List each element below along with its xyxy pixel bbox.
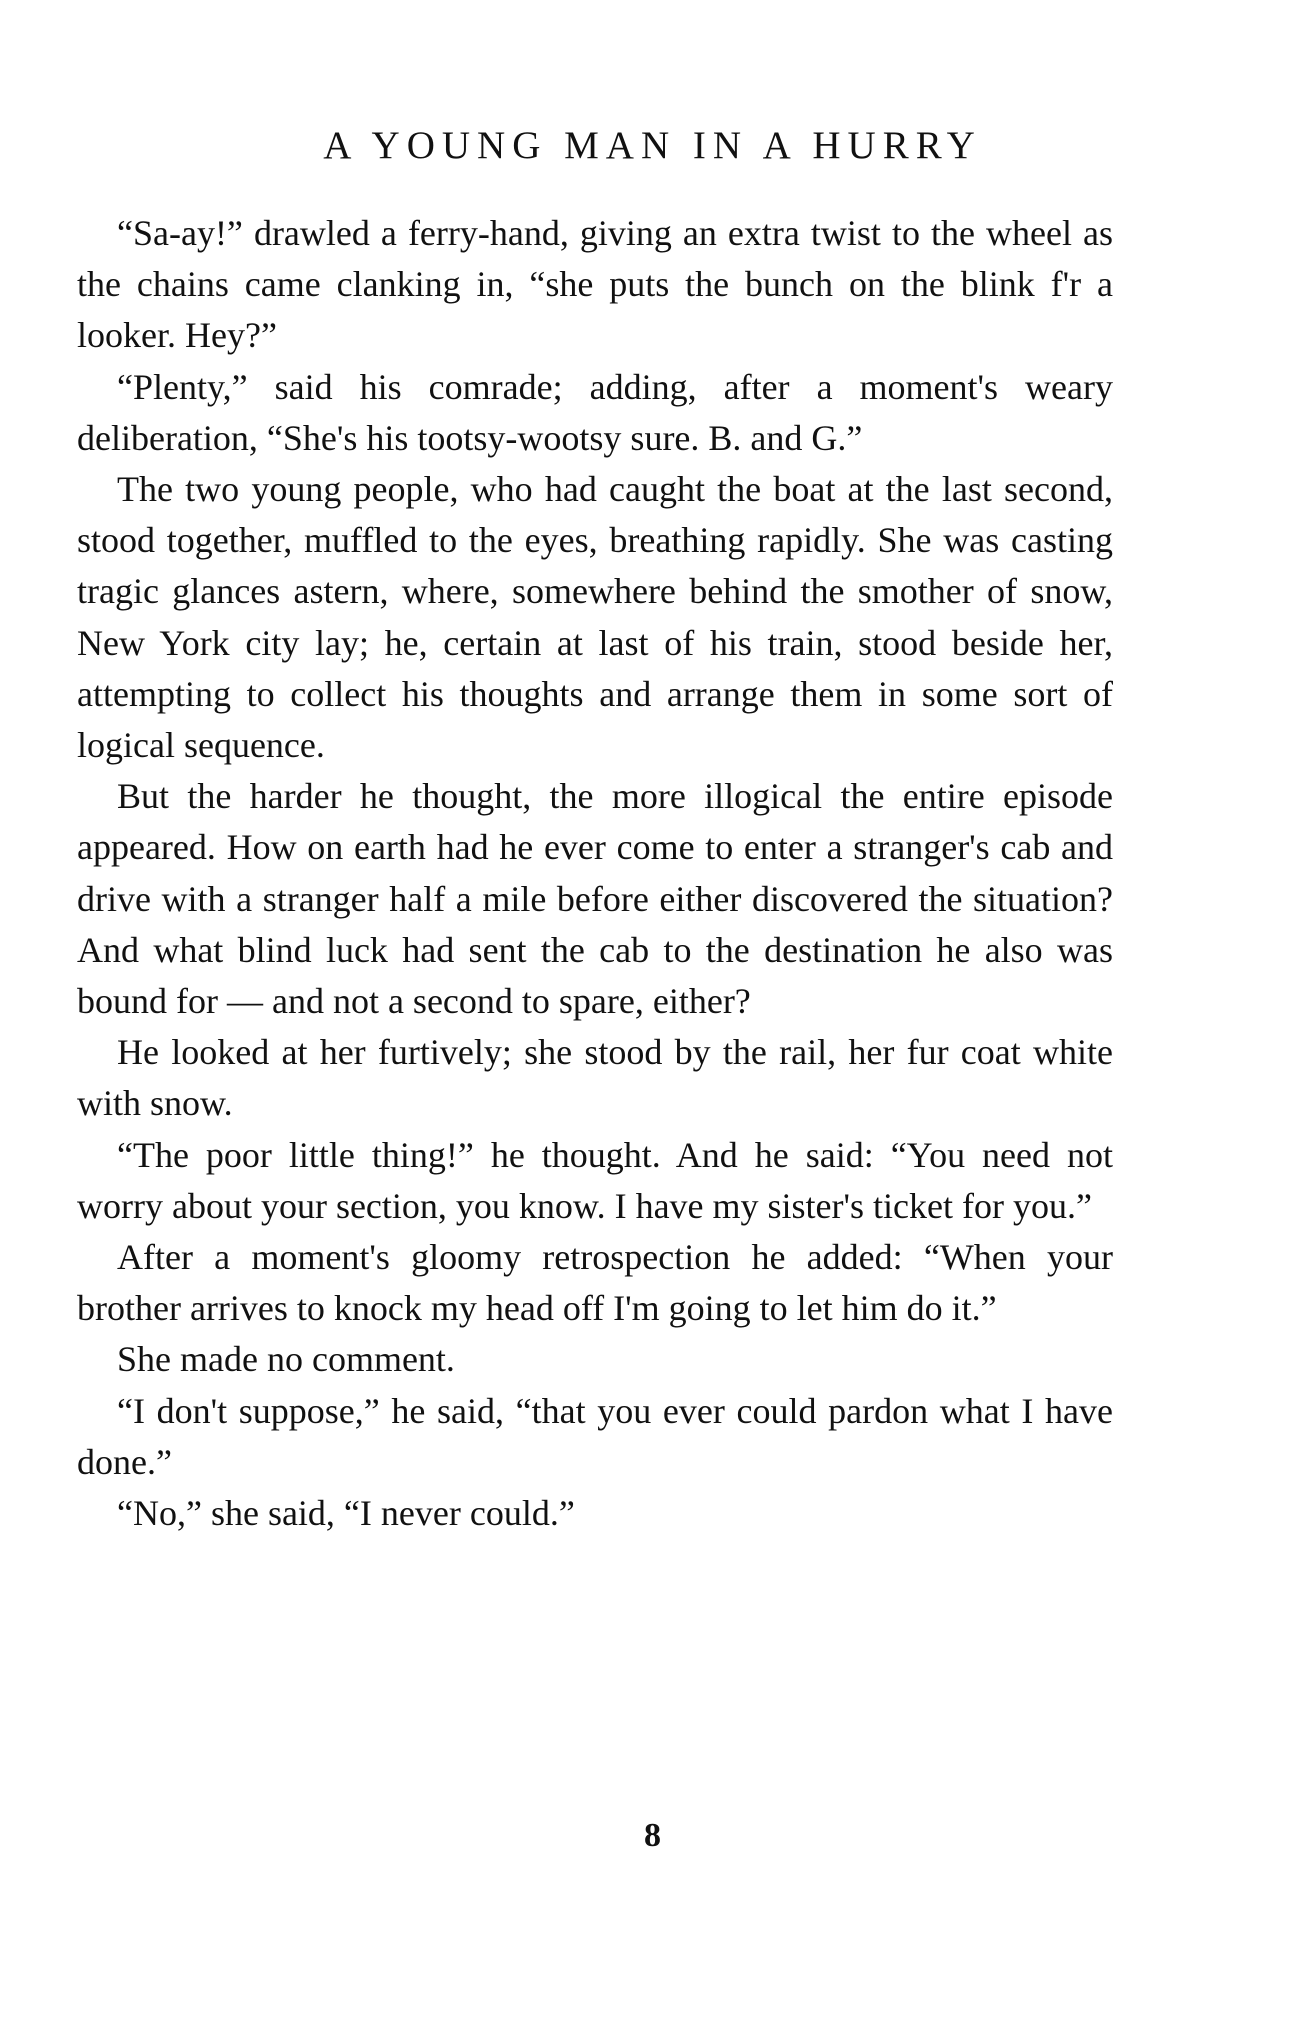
paragraph-3: The two young people, who had caught the boat at the last second, stood together, muffled to the eyes, breathing rapidly. She was casting tragic glances astern, where, somewhere behind the smother of snow, New York city lay; he, certain at last of his train, stood beside her, attempting to collect his thoughts and arrange them in some sort of logical sequence. — [77, 469, 1113, 766]
paragraph-9: “I don't suppose,” he said, “that you ever could pardon what I have done.” — [77, 1390, 1113, 1482]
paragraph-6: “The poor little thing!” he thought. And he said: “You need not worry about your section, you know. I have my sister's ticket for you.” — [77, 1134, 1113, 1226]
running-head-title: A YOUNG MAN IN A HURRY — [323, 124, 982, 167]
paragraph-10: “No,” she said, “I never could.” — [117, 1493, 575, 1534]
paragraph-2: “Plenty,” said his comrade; adding, after a moment's weary deliberation, “She's his tootsy-wootsy sure. B. and G.” — [77, 366, 1113, 458]
paragraph-8: She made no comment. — [117, 1339, 455, 1380]
paragraph-5: He looked at her furtively; she stood by the rail, her fur coat white with snow. — [77, 1032, 1113, 1124]
paragraph-1: “Sa-ay!” drawled a ferry-hand, giving an extra twist to the wheel as the chains came clanking in, “she puts the bunch on the blink f'r a looker. Hey?” — [77, 213, 1113, 356]
paragraph-7: After a moment's gloomy retrospection he added: “When your brother arrives to knock my head off I'm going to let him do it.” — [77, 1237, 1113, 1329]
page-number: 8 — [644, 1817, 661, 1854]
body-text — [77, 208, 1113, 1539]
paragraph-4: But the harder he thought, the more illogical the entire episode appeared. How on earth had he ever come to enter a stranger's cab and drive with a stranger half a mile before either discovered the situation? And what blind luck had sent the cab to the destination he also was bound for — and not a second to spare, either? — [77, 776, 1113, 1022]
